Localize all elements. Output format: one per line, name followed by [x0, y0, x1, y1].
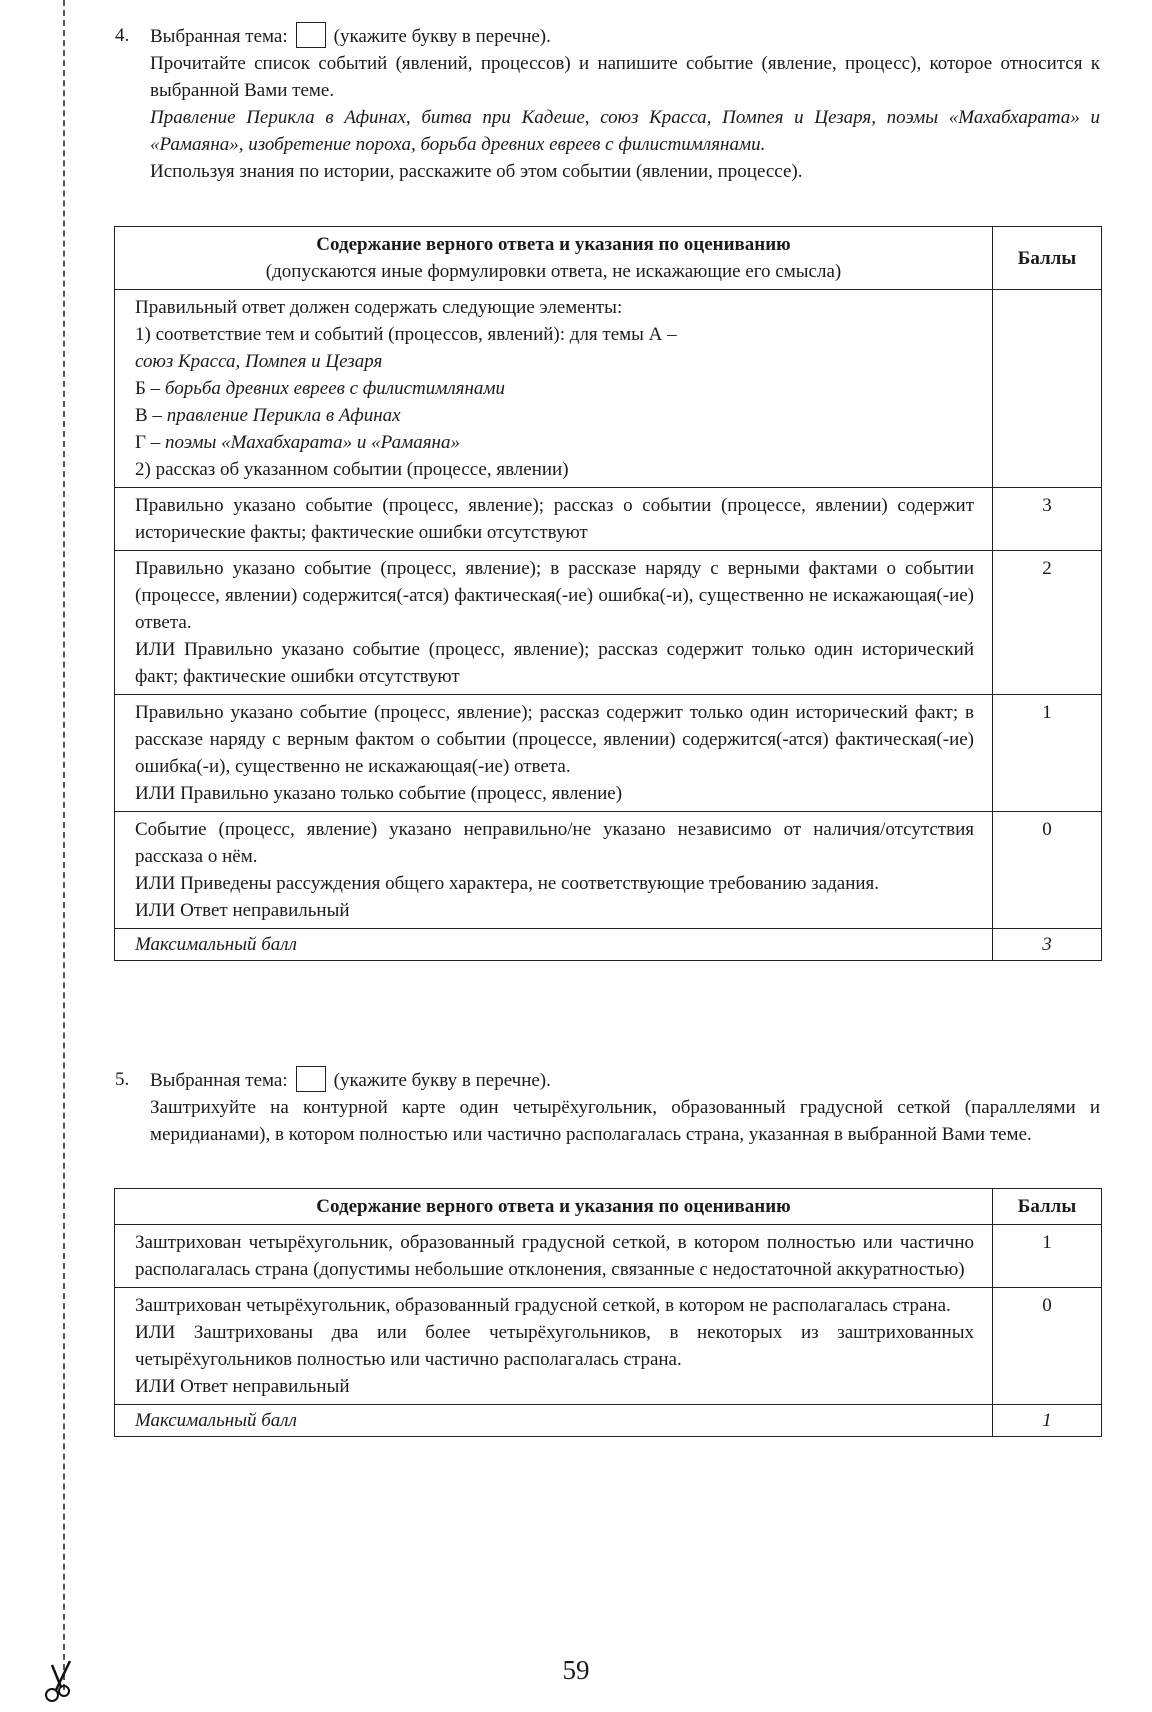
max-score-row — [115, 929, 1102, 961]
header-points: Баллы — [993, 1189, 1102, 1225]
answer-box[interactable] — [296, 22, 326, 48]
table-row — [115, 812, 1102, 929]
max-score-row — [115, 1405, 1102, 1437]
answer-elements: Правильный ответ должен содержать следующие элементы: 1) соответствие тем и событий (процессов, явлений): для темы А – союз Красса, Помпея и Цезаря Б – борьба древних евреев с филистимлянами В – правление Перикла в Афинах Г – поэмы «Махабхарата» и «Рамаяна» 2) рассказ об указанном событии (процессе, явлении) — [115, 290, 993, 488]
task-5 — [115, 1066, 1100, 1148]
task-closing: Используя знания по истории, расскажите об этом событии (явлении, процессе). — [150, 161, 803, 182]
points-cell: 3 — [993, 488, 1102, 551]
task-instruction: Заштрихуйте на контурной карте один четырёхугольник, образованный градусной сеткой (параллелями и меридианами), в котором полностью или частично располагалась страна, указанная в выбранной Вами теме. — [150, 1097, 1100, 1145]
task-prompt: Выбранная тема: (укажите букву в перечне). — [150, 1066, 1100, 1094]
page-number: 59 — [562, 1655, 590, 1685]
header-content: Содержание верного ответа и указания по оцениванию (допускаются иные формулировки ответа, не искажающие его смысла) — [115, 227, 993, 290]
table-row — [115, 551, 1102, 695]
table-header — [115, 1189, 1102, 1225]
criterion-text: Правильно указано событие (процесс, явление); в рассказе наряду с верными фактами о событии (процессе, явлении) содержится(-атся) фактическая(-ие) ошибка(-и), существенно не искажающая(-ие) ответа. ИЛИ Правильно указано событие (процесс, явление); рассказ содержит только один исторический факт; фактические ошибки отсутствуют — [115, 551, 993, 695]
table-row — [115, 695, 1102, 812]
answer-box[interactable] — [296, 1066, 326, 1092]
header-points: Баллы — [993, 227, 1102, 290]
task-4 — [115, 22, 1100, 185]
cut-line — [63, 0, 65, 1690]
max-score-label: Максимальный балл — [115, 1405, 993, 1437]
task-number: 4. — [115, 25, 130, 46]
max-score-value: 1 — [993, 1405, 1102, 1437]
points-cell: 2 — [993, 551, 1102, 695]
points-cell: 1 — [993, 695, 1102, 812]
points-cell: 0 — [993, 1288, 1102, 1405]
event-list: Правление Перикла в Афинах, битва при Кадеше, союз Красса, Помпея и Цезаря, поэмы «Махабхарата» и «Рамаяна», изобретение пороха, борьба древних евреев с филистимлянами. — [150, 107, 1100, 155]
task-prompt: Выбранная тема: (укажите букву в перечне). — [150, 22, 1100, 50]
table-row — [115, 1288, 1102, 1405]
table-row — [115, 488, 1102, 551]
criterion-text: Заштрихован четырёхугольник, образованный градусной сеткой, в котором полностью или частично располагалась страна (допустимы небольшие отклонения, связанные с недостаточной аккуратностью) — [115, 1225, 993, 1288]
task-number: 5. — [115, 1069, 130, 1090]
table-header — [115, 227, 1102, 290]
points-cell — [993, 290, 1102, 488]
points-cell: 0 — [993, 812, 1102, 929]
max-score-value: 3 — [993, 929, 1102, 961]
criteria-table-5 — [114, 1188, 1102, 1437]
header-content: Содержание верного ответа и указания по оцениванию — [115, 1189, 993, 1225]
criterion-text: Правильно указано событие (процесс, явление); рассказ содержит только один исторический факт; в рассказе наряду с верным фактом о событии (процессе, явлении) содержится(-атся) фактическая(-ие) ошибка(-и), существенно не искажающая(-ие) ответа. ИЛИ Правильно указано только событие (процесс, явление) — [115, 695, 993, 812]
table-row — [115, 1225, 1102, 1288]
criterion-text: Правильно указано событие (процесс, явление); рассказ о событии (процессе, явлении) содержит исторические факты; фактические ошибки отсутствуют — [115, 488, 993, 551]
criteria-table-4 — [114, 226, 1102, 961]
task-instruction: Прочитайте список событий (явлений, процессов) и напишите событие (явление, процесс), которое относится к выбранной Вами теме. — [150, 53, 1100, 101]
max-score-label: Максимальный балл — [115, 929, 993, 961]
criterion-text: Событие (процесс, явление) указано неправильно/не указано независимо от наличия/отсутствия рассказа о нём. ИЛИ Приведены рассуждения общего характера, не соответствующие требованию задания. ИЛИ Ответ неправильный — [115, 812, 993, 929]
criterion-text: Заштрихован четырёхугольник, образованный градусной сеткой, в котором не располагалась страна. ИЛИ Заштрихованы два или более четырёхугольников, в некоторых из заштрихованных четырёхугольников полностью или частично располагалась страна. ИЛИ Ответ неправильный — [115, 1288, 993, 1405]
points-cell: 1 — [993, 1225, 1102, 1288]
table-row — [115, 290, 1102, 488]
